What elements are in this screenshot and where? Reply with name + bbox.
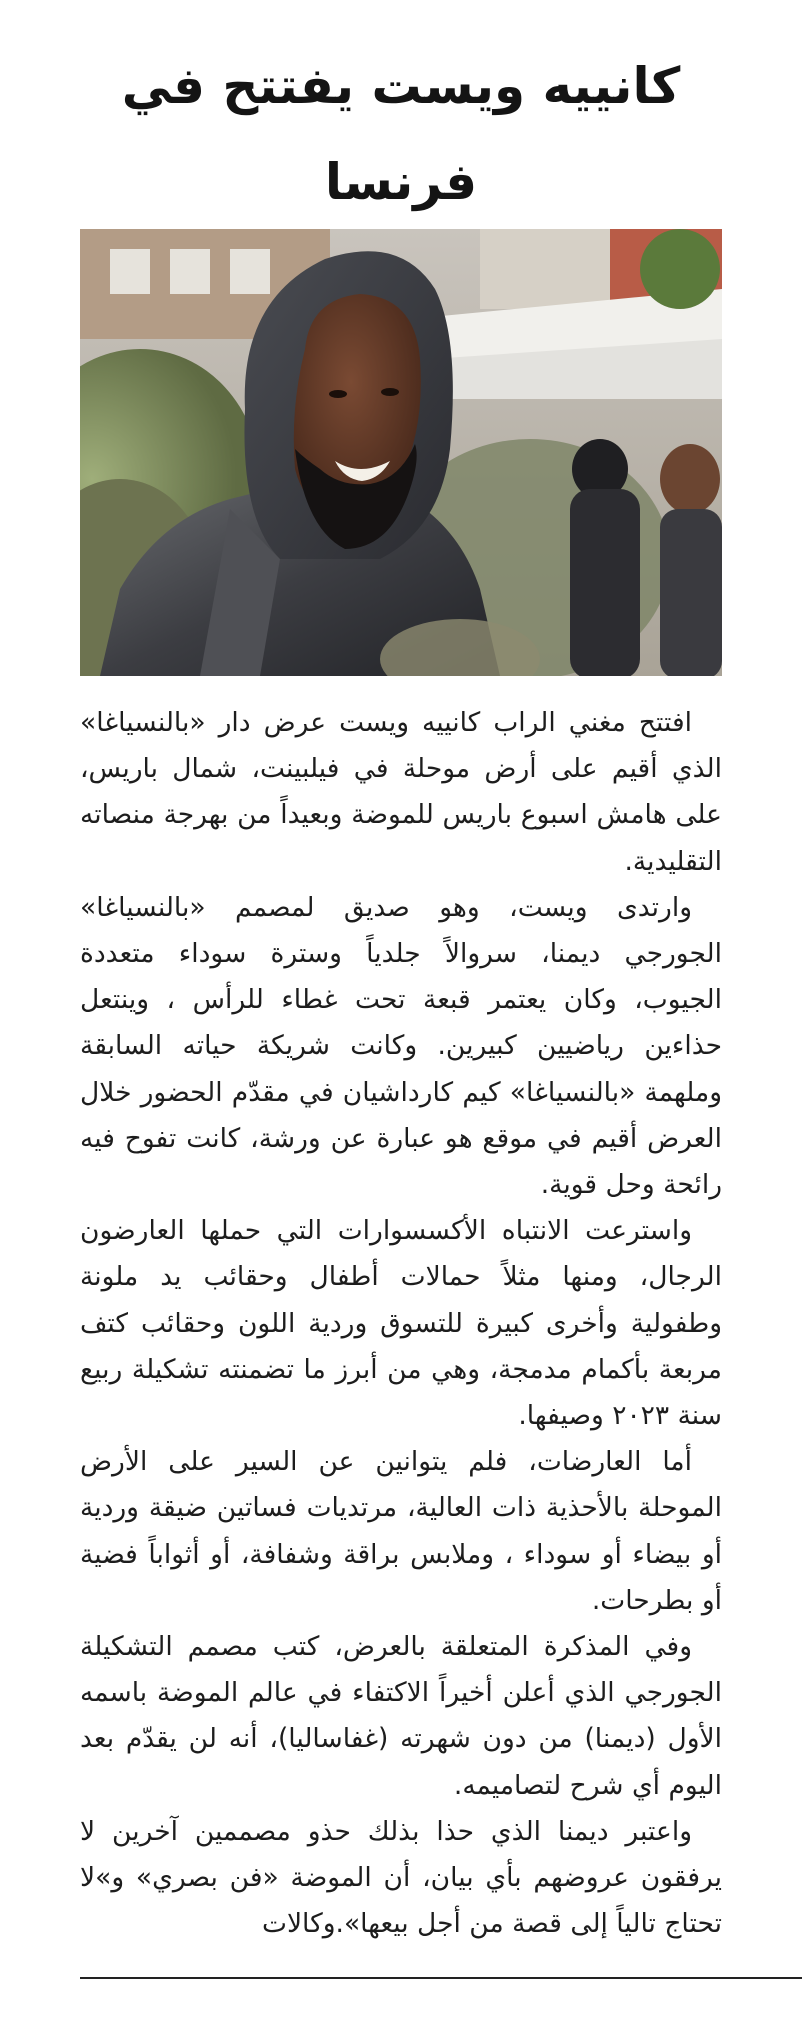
article — [80, 0, 722, 1940]
headline-line-1: كانييه ويست يفتتح في فرنسا — [121, 57, 681, 211]
paragraph-6: واعتبر ديمنا الذي حذا بذلك حذو مصممين آخرين لا يرفقون عروضهم بأي بيان، أن الموضة «فن بصري» و»لا تحتاج تالياً إلى قصة من أجل بيعها».وكالات — [80, 1815, 722, 1940]
paragraph-5: وفي المذكرة المتعلقة بالعرض، كتب مصمم التشكيلة الجورجي الذي أعلن أخيراً الاكتفاء في عالم الموضة باسمه الأول (ديمنا) من دون شهرته (غفاساليا)، أنه لن يقدّم بعد اليوم أي شرح لتصاميمه. — [80, 1631, 722, 1801]
article-photo — [80, 229, 722, 676]
paragraph-2: وارتدى ويست، وهو صديق لمصمم «بالنسياغا» الجورجي ديمنا، سروالاً جلدياً وسترة سوداء متعددة الجيوب، وكان يعتمر قبعة تحت غطاء للرأس ، وينتعل حذاءين رياضيين كبيرين. وكانت شريكة حياته السابقة وملهمة «بالنسياغا» كيم كارداشيان في مقدّم الحضور خلال العرض أقيم في موقع هو عبارة عن ورشة، كانت تفوح فيه رائحة وحل قوية. — [80, 891, 722, 1201]
paragraph-1: افتتح مغني الراب كانييه ويست عرض دار «بالنسياغا» الذي أقيم على أرض موحلة في فيلبينت، شمال باريس، على هامش اسبوع باريس للموضة وبعيداً من بهرجة منصاته التقليدية. — [80, 707, 722, 877]
article-body — [80, 700, 722, 1947]
section-divider — [80, 1977, 802, 1979]
paragraph-3: واسترعت الانتباه الأكسسوارات التي حملها العارضون الرجال، ومنها مثلاً حمالات أطفال وحقائب يد ملونة وطفولية وأخرى كبيرة للتسوق وردية اللون وحقائب كتف مربعة بأكمام مدمجة، وهي من أبرز ما تضمنته تشكيلة ربيع سنة ٢٠٢٣ وصيفها. — [80, 1215, 722, 1432]
paragraph-4: أما العارضات، فلم يتوانين عن السير على الأرض الموحلة بالأحذية ذات العالية، مرتديات فساتين ضيقة وردية أو بيضاء أو سوداء ، وملابس براقة وشفافة، أو أثواباً فضية أو بطرحات. — [80, 1446, 722, 1616]
portrait-photo-icon — [80, 229, 722, 676]
